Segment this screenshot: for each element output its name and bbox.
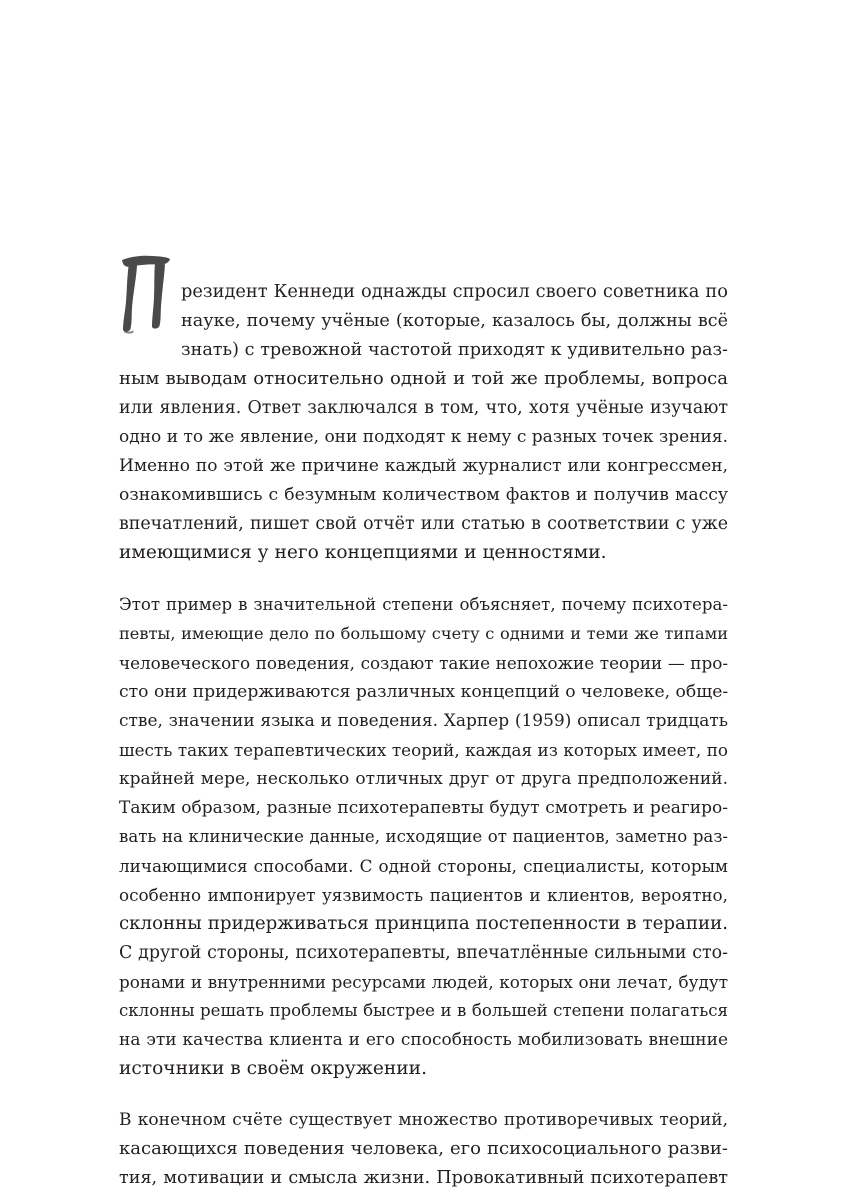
text-line: впечатлений, пишет свой отчёт или статью в соответствии с уже — [119, 514, 728, 534]
text-line: склонны придерживаться принципа постепенности в терапии. — [119, 913, 728, 934]
text-line: склонны решать проблемы быстрее и в большей степени полагаться — [119, 1001, 728, 1020]
text-line: ознакомившись с безумным количеством фактов и получив массу — [119, 485, 728, 505]
text-line: С другой стороны, психотерапевты, впечатлённые сильными сто- — [119, 943, 728, 963]
dropcap-left-stroke — [123, 263, 137, 332]
text-line: сто они придерживаются различных концепций о человеке, обще- — [119, 682, 729, 702]
text-line: Таким образом, разные психотерапевты будут смотреть и реагиро- — [119, 798, 728, 818]
text-line: знать) с тревожной частотой приходят к удивительно раз- — [181, 340, 728, 360]
text-line: крайней мере, несколько отличных друг от друга предположений. — [119, 769, 728, 789]
text-line: человеческого поведения, создают такие непохожие теории — про- — [119, 653, 728, 673]
dropcap-right-stroke — [152, 262, 165, 329]
text-line: личающимися способами. С одной стороны, специалисты, которым — [119, 856, 728, 876]
text-line: источники в своём окружении. — [119, 1058, 427, 1079]
text-line: ронами и внутренними ресурсами людей, которых они лечат, будут — [119, 972, 728, 992]
text-line: имеющимися у него концепциями и ценностями. — [119, 542, 607, 563]
text-line: науке, почему учёные (которые, казалось бы, должны всё — [181, 311, 728, 331]
text-line: одно и то же явление, они подходят к нему с разных точек зрения. — [119, 427, 728, 447]
text-line: тия, мотивации и смысла жизни. Провокативный психотерапевт — [119, 1168, 728, 1188]
text-line: особенно импонирует уязвимость пациентов и клиентов, вероятно, — [119, 885, 728, 905]
text-line: касающихся поведения человека, его психосоциального разви- — [119, 1138, 728, 1159]
text-line: стве, значении языка и поведения. Харпер (1959) описал тридцать — [119, 711, 728, 731]
text-line: вать на клинические данные, исходящие от пациентов, заметно раз- — [119, 827, 728, 846]
text-line: В конечном счёте существует множество противоречивых теорий, — [119, 1110, 728, 1130]
text-line: певты, имеющие дело по большому счету с одними и теми же типами — [119, 624, 728, 643]
dropcap-brush-letter — [119, 252, 171, 334]
text-line: Этот пример в значительной степени объясняет, почему психотера- — [119, 595, 728, 614]
text-line: или явления. Ответ заключался в том, что, хотя учёные изучают — [119, 398, 728, 418]
text-line: шесть таких терапевтических теорий, каждая из которых имеет, по — [119, 740, 728, 760]
text-line: ным выводам относительно одной и той же проблемы, вопроса — [119, 368, 728, 389]
text-line: на эти качества клиента и его способность мобилизовать внешние — [119, 1030, 728, 1050]
text-line: резидент Кеннеди однажды спросил своего советника по — [181, 281, 728, 302]
text-line: Именно по этой же причине каждый журналист или конгрессмен, — [119, 456, 728, 476]
